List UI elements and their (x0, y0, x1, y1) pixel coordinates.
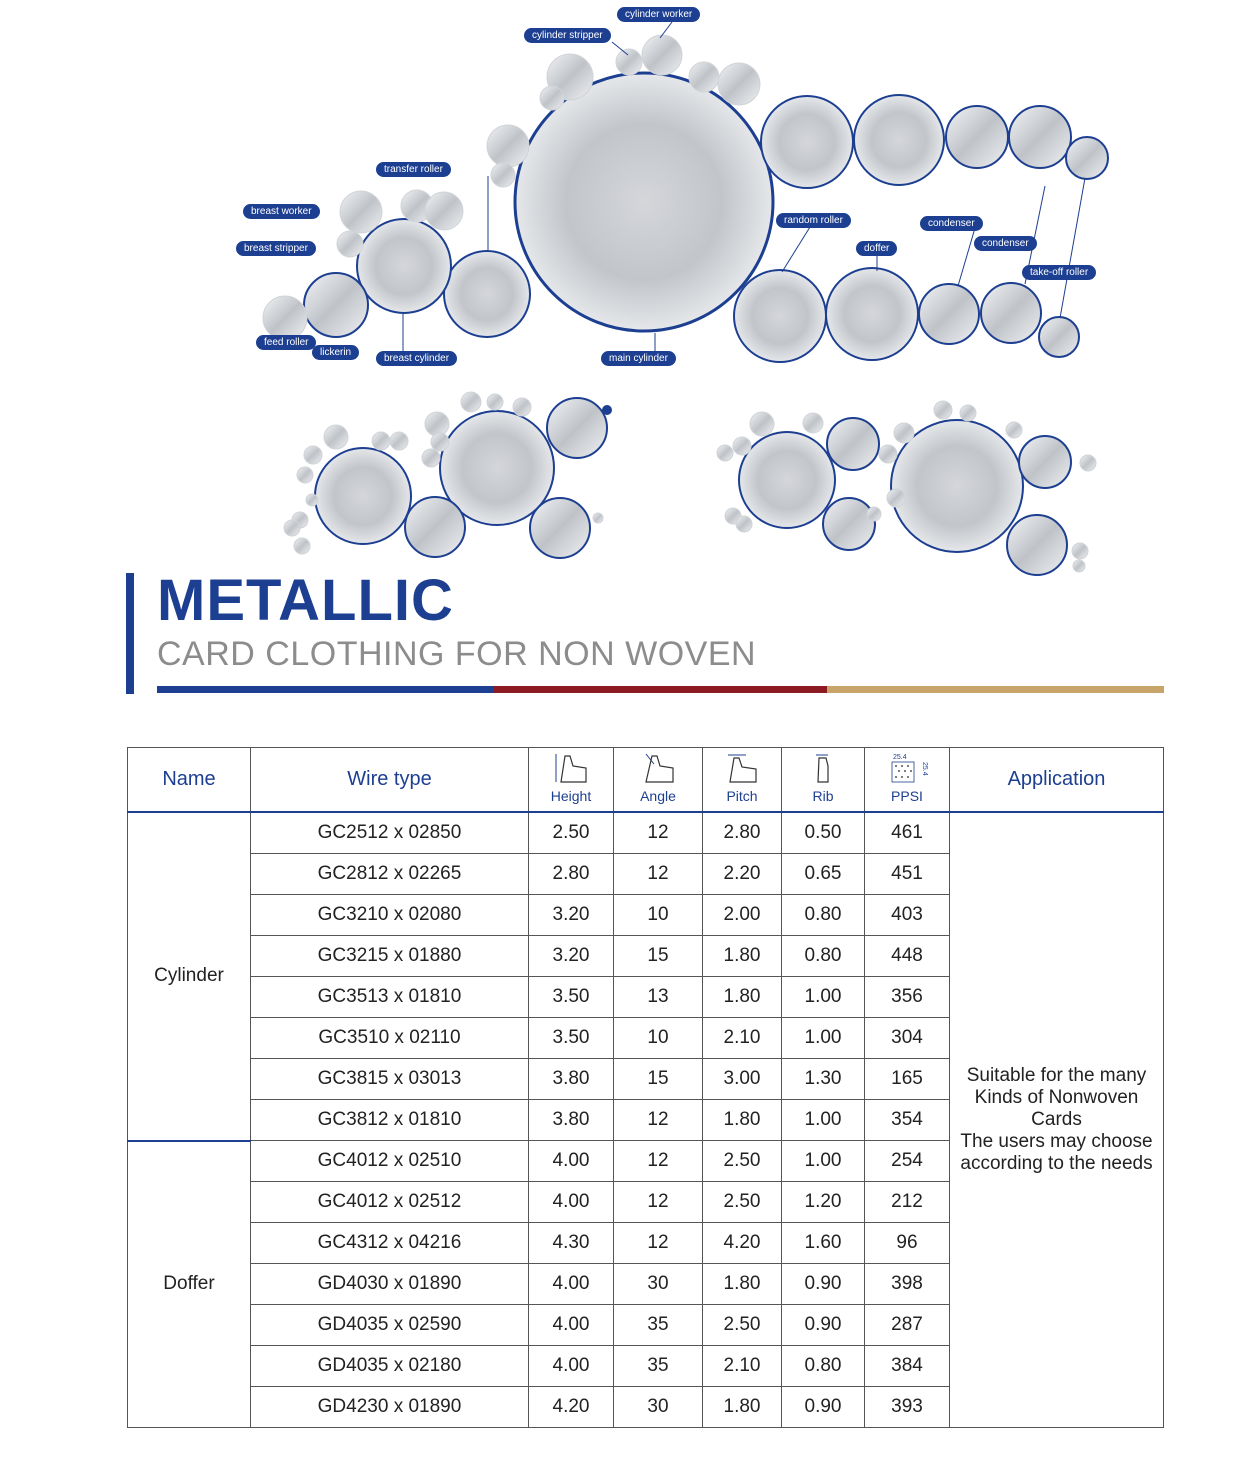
roller-circle (425, 412, 449, 436)
marker-dot (602, 405, 612, 415)
roller-circle (803, 413, 823, 433)
roller-circle (739, 432, 835, 528)
header-rib-label: Rib (812, 788, 834, 804)
cell-height: 3.20 (529, 936, 614, 977)
cell-angle: 10 (614, 895, 703, 936)
roller-circle (616, 49, 642, 75)
cell-height: 3.80 (529, 1100, 614, 1141)
application-line: Kinds of Nonwoven (974, 1087, 1139, 1108)
label-lickerin: lickerin (312, 345, 359, 360)
label-breast-stripper: breast stripper (236, 241, 316, 256)
cell-height: 4.00 (529, 1305, 614, 1346)
rib-diagram-icon (808, 752, 838, 784)
roller-circle (689, 62, 719, 92)
cell-pitch: 2.10 (703, 1018, 782, 1059)
roller-circle (1039, 317, 1079, 357)
roller-circle (867, 507, 881, 521)
roller-circle (750, 412, 774, 436)
roller-circle (390, 432, 408, 450)
label-random-roller: random roller (776, 213, 851, 228)
label-take-off-roller: take-off roller (1022, 265, 1096, 280)
specification-table (127, 747, 1164, 1428)
cell-angle: 12 (614, 1141, 703, 1182)
cell-ppsi: 356 (865, 977, 950, 1018)
application-line: Cards (1031, 1109, 1082, 1130)
cell-angle: 10 (614, 1018, 703, 1059)
divider-red (494, 686, 827, 693)
roller-circle (718, 63, 760, 105)
roller-circle (263, 296, 307, 340)
cell-height: 3.50 (529, 977, 614, 1018)
header-angle-label: Angle (640, 788, 676, 804)
cell-wire: GC4312 x 04216 (251, 1223, 529, 1264)
cell-wire: GC3513 x 01810 (251, 977, 529, 1018)
roller-circle (934, 401, 952, 419)
roller-circle (593, 513, 603, 523)
roller-circle (284, 520, 300, 536)
cell-height: 4.00 (529, 1346, 614, 1387)
roller-circle (1019, 436, 1071, 488)
roller-circle (444, 251, 530, 337)
cell-wire: GC3210 x 02080 (251, 895, 529, 936)
cell-wire: GC3812 x 01810 (251, 1100, 529, 1141)
roller-circle (733, 437, 751, 455)
cell-rib: 0.80 (782, 936, 865, 977)
header-angle (614, 748, 703, 813)
cell-rib: 0.65 (782, 854, 865, 895)
roller-circle (422, 449, 440, 467)
roller-circle (960, 405, 976, 421)
cell-pitch: 2.50 (703, 1305, 782, 1346)
leader-line (1060, 178, 1085, 318)
cell-angle: 12 (614, 812, 703, 854)
roller-circle (405, 497, 465, 557)
cell-ppsi: 96 (865, 1223, 950, 1264)
label-doffer: doffer (856, 241, 897, 256)
cell-height: 4.00 (529, 1182, 614, 1223)
cell-rib: 1.00 (782, 1018, 865, 1059)
header-wire-type: Wire type (251, 748, 529, 813)
cell-angle: 15 (614, 936, 703, 977)
label-breast-worker: breast worker (243, 204, 320, 219)
cell-pitch: 2.50 (703, 1141, 782, 1182)
cell-pitch: 1.80 (703, 936, 782, 977)
cell-wire: GC4012 x 02510 (251, 1141, 529, 1182)
cell-pitch: 2.20 (703, 854, 782, 895)
roller-circle (717, 445, 733, 461)
roller-circle (487, 394, 503, 410)
roller-circle (487, 125, 529, 167)
roller-circle (827, 418, 879, 470)
cell-ppsi: 393 (865, 1387, 950, 1428)
cell-wire: GC3815 x 03013 (251, 1059, 529, 1100)
roller-circle (340, 191, 382, 233)
header-height-label: Height (550, 788, 592, 804)
roller-circle (736, 516, 752, 532)
cell-rib: 0.50 (782, 812, 865, 854)
roller-circle (946, 106, 1008, 168)
label-breast-cylinder: breast cylinder (376, 351, 457, 366)
roller-circle (823, 498, 875, 550)
roller-circle (315, 448, 411, 544)
label-main-cylinder: main cylinder (601, 351, 676, 366)
roller-circle (357, 219, 451, 313)
title-accent-bar (126, 573, 134, 694)
cell-ppsi: 212 (865, 1182, 950, 1223)
page-subtitle: CARD CLOTHING FOR NON WOVEN (157, 635, 757, 673)
roller-circle (761, 96, 853, 188)
header-ppsi (865, 748, 950, 813)
application-line: Suitable for the many (966, 1065, 1147, 1086)
roller-circle (515, 73, 773, 331)
cell-height: 3.80 (529, 1059, 614, 1100)
cell-wire: GD4035 x 02180 (251, 1346, 529, 1387)
label-cylinder-stripper: cylinder stripper (524, 28, 611, 43)
leader-line (958, 228, 975, 286)
label-condenser-1: condenser (920, 216, 983, 231)
cell-ppsi: 287 (865, 1305, 950, 1346)
divider-blue (157, 686, 494, 693)
roller-circle (547, 398, 607, 458)
cell-ppsi: 384 (865, 1346, 950, 1387)
header-rib (782, 748, 865, 813)
cell-angle: 15 (614, 1059, 703, 1100)
cell-rib: 0.80 (782, 895, 865, 936)
cell-angle: 13 (614, 977, 703, 1018)
roller-circle (337, 231, 363, 257)
cell-wire: GC2812 x 02265 (251, 854, 529, 895)
cell-pitch: 4.20 (703, 1223, 782, 1264)
application-cell (950, 812, 1164, 1428)
group-doffer: Doffer (128, 1141, 251, 1428)
roller-circle (491, 163, 515, 187)
roller-circle (1009, 106, 1071, 168)
cell-height: 2.50 (529, 812, 614, 854)
ppsi-dimension-top: 25.4 (893, 754, 907, 761)
cell-ppsi: 448 (865, 936, 950, 977)
header-application: Application (950, 748, 1164, 813)
cell-pitch: 2.50 (703, 1182, 782, 1223)
roller-circle (304, 273, 368, 337)
cell-height: 4.20 (529, 1387, 614, 1428)
cell-ppsi: 451 (865, 854, 950, 895)
label-transfer-roller: transfer roller (376, 162, 451, 177)
roller-circle (1072, 543, 1088, 559)
group-cylinder: Cylinder (128, 812, 251, 1141)
cell-angle: 35 (614, 1346, 703, 1387)
cell-angle: 30 (614, 1264, 703, 1305)
cell-angle: 12 (614, 854, 703, 895)
cell-rib: 0.90 (782, 1387, 865, 1428)
cell-height: 4.00 (529, 1264, 614, 1305)
cell-rib: 0.80 (782, 1346, 865, 1387)
cell-height: 3.20 (529, 895, 614, 936)
cell-rib: 1.00 (782, 977, 865, 1018)
cell-rib: 1.00 (782, 1100, 865, 1141)
cell-ppsi: 165 (865, 1059, 950, 1100)
page-title: METALLIC (157, 568, 454, 633)
cell-wire: GD4035 x 02590 (251, 1305, 529, 1346)
cell-rib: 0.90 (782, 1264, 865, 1305)
cell-wire: GC3215 x 01880 (251, 936, 529, 977)
label-condenser-2: condenser (974, 236, 1037, 251)
cell-height: 3.50 (529, 1018, 614, 1059)
cell-ppsi: 403 (865, 895, 950, 936)
roller-circle (294, 538, 310, 554)
cell-ppsi: 398 (865, 1264, 950, 1305)
application-line: according to the needs (960, 1153, 1153, 1174)
cell-height: 2.80 (529, 854, 614, 895)
roller-circle (306, 494, 318, 506)
cell-angle: 30 (614, 1387, 703, 1428)
roller-circle (1007, 515, 1067, 575)
table-body (128, 812, 1164, 1428)
cell-rib: 1.20 (782, 1182, 865, 1223)
label-feed-roller: feed roller (256, 335, 316, 350)
cell-wire: GC2512 x 02850 (251, 812, 529, 854)
roller-circle (919, 284, 979, 344)
cell-rib: 1.30 (782, 1059, 865, 1100)
header-pitch (703, 748, 782, 813)
cell-angle: 12 (614, 1182, 703, 1223)
roller-circle (530, 498, 590, 558)
cell-pitch: 1.80 (703, 1100, 782, 1141)
cell-angle: 35 (614, 1305, 703, 1346)
cell-wire: GC4012 x 02512 (251, 1182, 529, 1223)
cell-wire: GD4230 x 01890 (251, 1387, 529, 1428)
cell-pitch: 2.10 (703, 1346, 782, 1387)
roller-circle (1006, 422, 1022, 438)
leader-line (782, 227, 810, 272)
cell-height: 4.00 (529, 1141, 614, 1182)
cell-ppsi: 254 (865, 1141, 950, 1182)
roller-circle (540, 86, 564, 110)
header-name: Name (128, 748, 251, 813)
ppsi-dimension-side: 25.4 (921, 762, 928, 776)
roller-circle (981, 283, 1041, 343)
roller-circle (854, 95, 944, 185)
height-diagram-icon (553, 752, 589, 784)
cell-angle: 12 (614, 1223, 703, 1264)
divider-gold (827, 686, 1164, 693)
roller-diagram-graphic (0, 0, 1258, 590)
roller-circle (1080, 455, 1096, 471)
label-cylinder-worker: cylinder worker (617, 7, 700, 22)
cell-pitch: 3.00 (703, 1059, 782, 1100)
cell-height: 4.30 (529, 1223, 614, 1264)
table-row (128, 812, 1164, 854)
roller-circle (734, 270, 826, 362)
cell-pitch: 2.00 (703, 895, 782, 936)
roller-circle (887, 489, 905, 507)
pitch-diagram-icon (724, 752, 760, 784)
roller-circle (324, 425, 348, 449)
cell-rib: 1.00 (782, 1141, 865, 1182)
roller-circle (431, 433, 449, 451)
roller-circle (304, 446, 322, 464)
header-height (529, 748, 614, 813)
roller-circle (372, 432, 390, 450)
cell-ppsi: 304 (865, 1018, 950, 1059)
carding-machine-diagram (0, 0, 1258, 590)
cell-rib: 0.90 (782, 1305, 865, 1346)
roller-circle (1073, 560, 1085, 572)
cell-ppsi: 354 (865, 1100, 950, 1141)
roller-circle (461, 392, 481, 412)
cell-pitch: 1.80 (703, 977, 782, 1018)
roller-circle (1066, 137, 1108, 179)
angle-diagram-icon (640, 752, 676, 784)
roller-circle (513, 398, 531, 416)
cell-angle: 12 (614, 1100, 703, 1141)
cell-wire: GD4030 x 01890 (251, 1264, 529, 1305)
cell-rib: 1.60 (782, 1223, 865, 1264)
ppsi-grid-icon (887, 752, 927, 784)
cell-wire: GC3510 x 02110 (251, 1018, 529, 1059)
table-header-row (128, 748, 1164, 813)
roller-circle (642, 35, 682, 75)
roller-circle (425, 192, 463, 230)
roller-circle (297, 467, 313, 483)
application-line: The users may choose (960, 1131, 1153, 1152)
cell-ppsi: 461 (865, 812, 950, 854)
cell-pitch: 1.80 (703, 1264, 782, 1305)
header-ppsi-label: PPSI (891, 788, 923, 804)
cell-pitch: 2.80 (703, 812, 782, 854)
cell-pitch: 1.80 (703, 1387, 782, 1428)
roller-circle (879, 445, 897, 463)
roller-circle (894, 423, 914, 443)
roller-circle (826, 268, 918, 360)
header-pitch-label: Pitch (726, 788, 758, 804)
